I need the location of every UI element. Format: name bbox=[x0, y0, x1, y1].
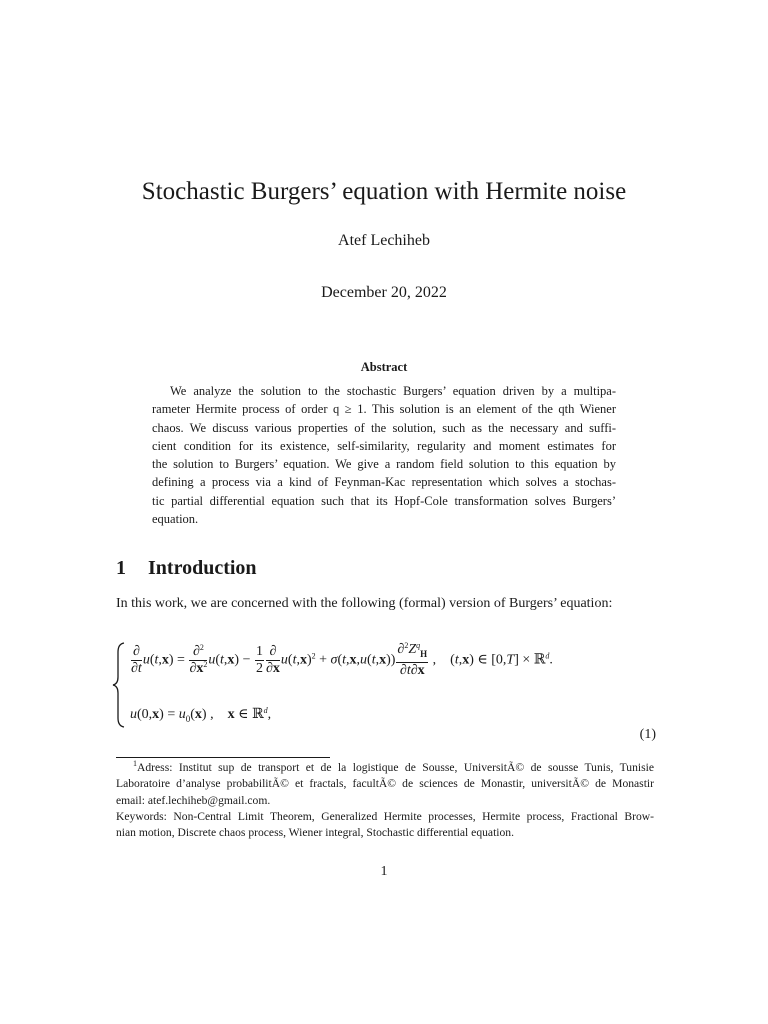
section-heading bbox=[116, 555, 257, 581]
footnote-line: Keywords: Non-Central Limit Theorem, Generalized Hermite processes, Hermite process, Fractional Brow- bbox=[116, 809, 654, 823]
author-name: Atef Lechiheb bbox=[338, 232, 430, 249]
equation-line-2: $u(0,x) = u_0(x)$ , x ∈ ℝ$^d$, bbox=[130, 706, 272, 724]
footnote-line: Laboratoire d’analyse probabilitÃ© et fractals, facultÃ© de sciences de Monastir, universitÃ© de Monastir bbox=[116, 777, 654, 791]
abstract-line: cient condition for its existence, self-similarity, regularity and moment estimates for bbox=[152, 438, 616, 453]
abstract-line: equation. bbox=[152, 512, 199, 527]
section-number: 1 bbox=[116, 557, 126, 579]
footnote-marker: 1 bbox=[133, 759, 137, 768]
paper-title: Stochastic Burgers’ equation with Hermite noise bbox=[141, 178, 627, 205]
intro-paragraph: In this work, we are concerned with the following (formal) version of Burgers’ equation: bbox=[116, 596, 613, 611]
page-number: 1 bbox=[380, 864, 388, 879]
abstract-line: rameter Hermite process of order q ≥ 1. This solution is an element of the qth Wiener bbox=[152, 402, 616, 417]
equation-line-1: $\frac{\partial}{\partial t}$ u(t,x) = $\frac{\partial^2}{\partial x^2}$ u(t,x) − $\frac{1}{2}$ $\frac{\partial}{\partial x}$ $u(t,x)^2 + \sigma(t,x,u(t,x))$ $\frac{\partial^2Z^q_H}{\partial t\partial x}$ , (t,x) ∈ [0,T] × ℝ$^d$. bbox=[131, 641, 553, 678]
footnote-line: nian motion, Discrete chaos process, Wiener integral, Stochastic differential equation. bbox=[116, 826, 514, 840]
paper-date: December 20, 2022 bbox=[321, 284, 447, 301]
footnote-rule bbox=[116, 757, 330, 758]
abstract-body bbox=[152, 382, 616, 528]
footnote-line: email: atef.lechiheb@gmail.com. bbox=[116, 793, 271, 807]
abstract-line: chaos. We discuss various properties of the solution, such as the necessary and suffi- bbox=[152, 420, 616, 435]
abstract-heading: Abstract bbox=[360, 360, 408, 374]
section-title: Introduction bbox=[148, 557, 257, 579]
abstract-line: tic partial differential equation such that its Hopf-Cole transformation solves Burgers’ bbox=[152, 493, 616, 508]
abstract-line: We analyze the solution to the stochastic Burgers’ equation driven by a multipa- bbox=[170, 384, 616, 398]
footnote bbox=[116, 760, 654, 841]
abstract-line: defining a process via a kind of Feynman-Kac representation which solves a stochas- bbox=[152, 475, 616, 490]
equation-number: (1) bbox=[639, 727, 656, 742]
footnote-line: $^1$Adress: Institut sup de transport et de la logistique de Sousse, UniversitÃ© de sousse Tunis, Tunisie bbox=[133, 759, 654, 774]
left-brace bbox=[112, 642, 126, 728]
equation-block bbox=[112, 636, 656, 752]
abstract-line: the solution to Burgers’ equation. We give a random field solution to this equation by bbox=[152, 457, 616, 472]
